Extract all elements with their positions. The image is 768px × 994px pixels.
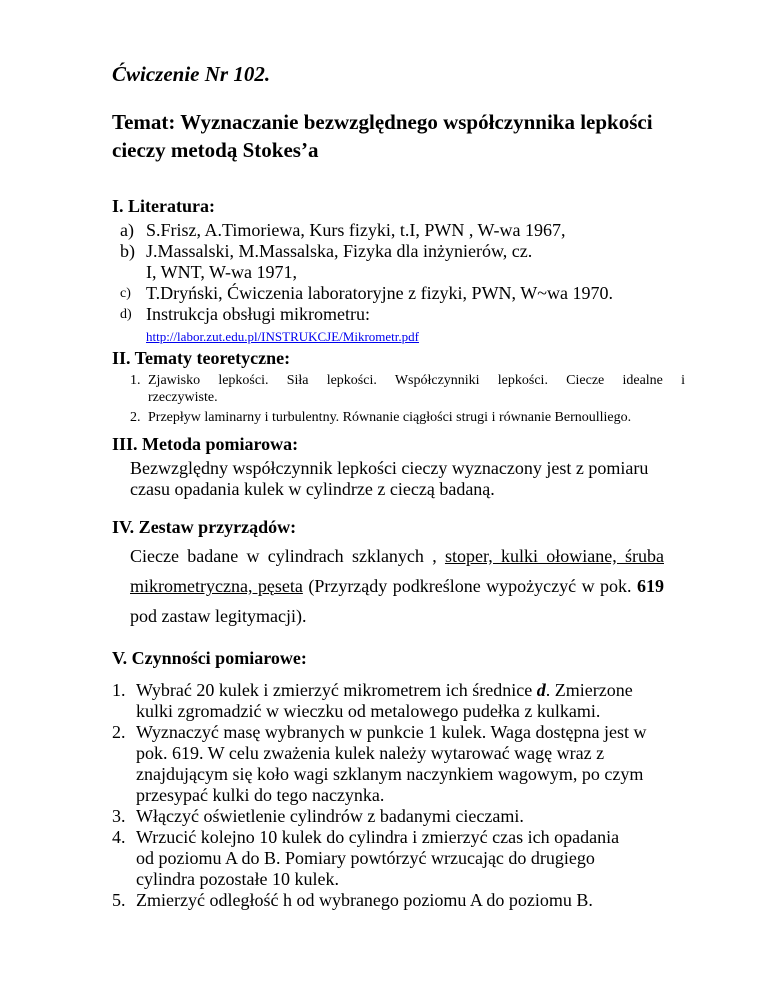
list-item: c) T.Dryński, Ćwiczenia laboratoryjne z fizyki, PWN, W~wa 1970. <box>120 283 613 303</box>
list-item: 4. Wrzucić kolejno 10 kulek do cylindra i zmierzyć czas ich opadania od poziomu A do B. Pomiary powtórzyć wrzucając do drugiego cylindra pozostałe 10 kulek. <box>112 827 620 889</box>
topic-title: Temat: Wyznaczanie bezwzględnego współczynnika lepkości cieczy metodą Stokes’a <box>112 110 653 162</box>
theory-list <box>130 372 685 426</box>
list-item: 1. Zjawisko lepkości. Siła lepkości. Współczynniki lepkości. Ciecze idealne i rzeczywiste. <box>130 373 685 405</box>
steps-list <box>112 680 672 911</box>
micrometer-manual-link[interactable]: http://labor.zut.edu.pl/INSTRUKCJE/Mikrometr.pdf <box>146 329 419 344</box>
equipment-heading: IV. Zestaw przyrządów: <box>112 517 297 537</box>
room-number: 619 <box>636 576 664 596</box>
list-item: 2. Przepływ laminarny i turbulentny. Równanie ciągłości strugi i równanie Bernoulliego. <box>130 410 632 425</box>
steps-heading: V. Czynności pomiarowe: <box>112 648 307 668</box>
equipment-text: Ciecze badane w cylindrach szklanych , stoper, kulki ołowiane, śruba mikrometryczna, pęseta (Przyrządy podkreślone wypożyczyć w pok. 619 pod zastaw legitymacji). <box>130 546 664 626</box>
list-item: 1. Wybrać 20 kulek i zmierzyć mikrometrem ich średnice d. Zmierzone kulki zgromadzić w wieczku od metalowego pudełka z kulkami. <box>112 680 633 721</box>
literature-heading: I. Literatura: <box>112 196 215 216</box>
list-item: 2. Wyznaczyć masę wybranych w punkcie 1 kulek. Waga dostępna jest w pok. 619. W celu zważenia kulek należy wytarować wagę wraz z znajdującym się koło wagi szklanym naczynkiem wagowym, po czym przesypać kulki do tego naczynka. <box>112 722 647 805</box>
theory-heading: II. Tematy teoretyczne: <box>112 348 291 368</box>
list-item: 5. Zmierzyć odległość h od wybranego poziomu A do poziomu B. <box>112 890 593 910</box>
list-item: a) S.Frisz, A.Timoriewa, Kurs fizyki, t.I, PWN , W-wa 1967, <box>120 220 566 240</box>
exercise-title: Ćwiczenie Nr 102. <box>112 62 271 86</box>
list-item: 3. Włączyć oświetlenie cylindrów z badanymi cieczami. <box>112 806 524 826</box>
literature-list <box>120 220 680 346</box>
method-heading: III. Metoda pomiarowa: <box>112 434 299 454</box>
list-item: b) J.Massalski, M.Massalska, Fizyka dla inżynierów, cz. I, WNT, W-wa 1971, <box>120 241 533 282</box>
list-item: d) Instrukcja obsługi mikrometru: <box>120 304 370 324</box>
method-text: Bezwzględny współczynnik lepkości cieczy wyznaczony jest z pomiaru czasu opadania kulek w cylindrze z cieczą badaną. <box>130 458 649 499</box>
